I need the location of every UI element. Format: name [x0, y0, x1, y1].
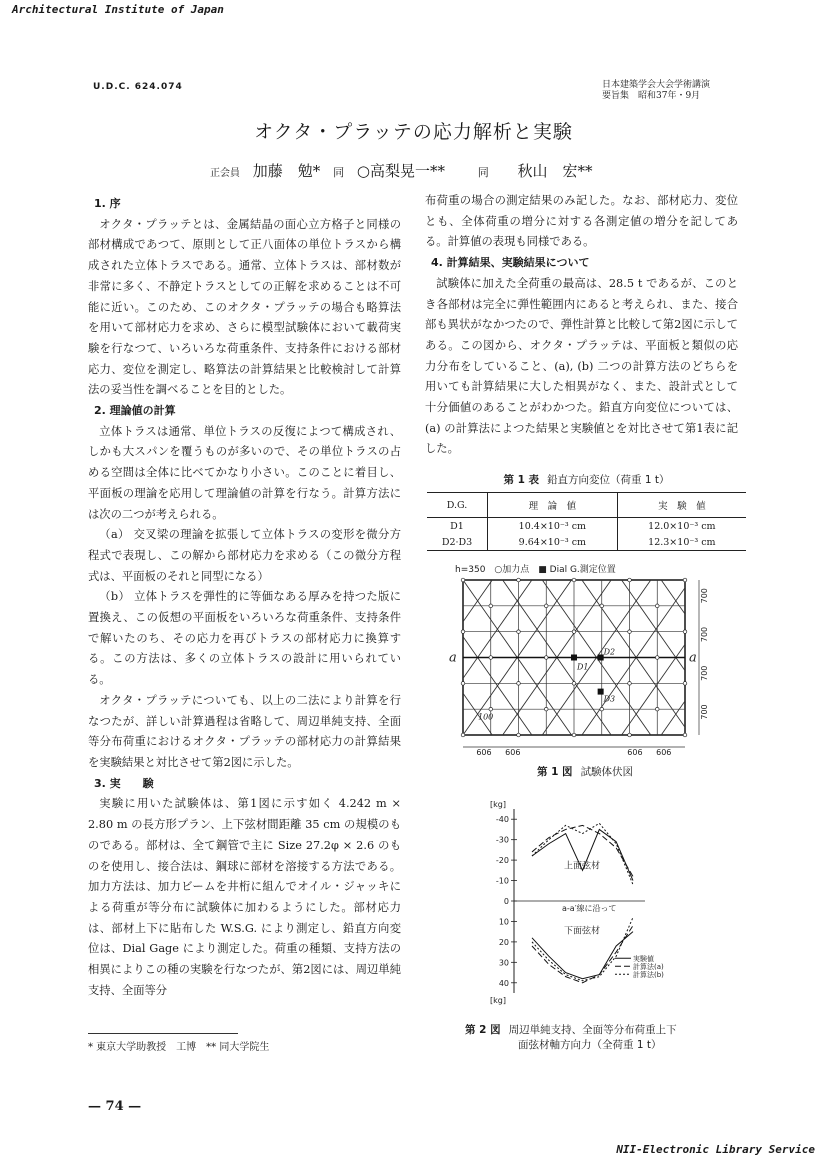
legend-label: 実験値 — [633, 955, 654, 964]
load-point — [655, 656, 659, 660]
y-tick-label: -30 — [495, 835, 509, 845]
plan-label: D1 — [577, 662, 589, 672]
table1-caption-number: 第 1 表 — [503, 474, 540, 486]
author-separator: 同 — [333, 166, 345, 179]
load-point — [628, 578, 632, 582]
figure-2-caption-line: 周辺単純支持、全面等分布荷重上下 — [508, 1024, 677, 1036]
conference-line: 要旨集 昭和37年・9月 — [602, 91, 701, 101]
table-cell: 10.4×10⁻³ cm — [488, 518, 618, 535]
load-point — [572, 578, 576, 582]
load-point — [517, 578, 521, 582]
table1-caption — [427, 472, 746, 487]
table-row — [427, 534, 746, 551]
paragraph: オクタ・プラッテについても、以上の二法により計算を行なつたが、詳しい計算過程は省略して、周辺単純支持、全面等分布荷重におけるオクタ・プラッテの部材応力の計算結果を実験結果と対比させて第2図に示した。 — [88, 693, 401, 769]
figure-2-caption-number: 第 2 図 — [465, 1024, 501, 1036]
author-role: 正会員 — [210, 168, 240, 179]
load-point — [628, 682, 632, 686]
paragraph: 試験体に加えた全荷重の最高は、28.5 t であるが、このとき各部材は完全に弾性範囲内にあると考えられ、また、接合部も異状がなかつたので、弾性計算と比較して第2図に示してある。この図から、オクタ・プラッテは、平面板と類似の応力分布をしていること、(a), (b) 二つの計算方法のどちらを用いても計算結果に大した相異がなく、また、設計式として十分価値のあることがわかつた。鉛直方向変位については、(a) の計算法によつた結果と実験値とを対比させて第1表に記した。 — [425, 276, 738, 456]
y-tick-label: 10 — [498, 917, 509, 927]
load-point — [655, 707, 659, 711]
series-line — [532, 829, 633, 880]
author-1: 加藤 勉* — [252, 162, 321, 180]
load-point — [572, 682, 576, 686]
load-point — [628, 630, 632, 634]
table1-caption-text: 鉛直方向変位（荷重 1 t） — [547, 474, 670, 486]
figure-1-caption-text: 試験体伏図 — [580, 766, 634, 778]
table-header-cell: D.G. — [427, 493, 488, 518]
udc-number: U.D.C. 624.074 — [93, 82, 183, 92]
y-tick-label: 30 — [498, 958, 509, 968]
dimension-label: 606 — [505, 748, 521, 757]
load-point — [544, 707, 548, 711]
figure-1-plan — [445, 558, 715, 758]
author-line — [210, 160, 593, 181]
load-point — [489, 656, 493, 660]
load-point — [544, 656, 548, 660]
paragraph: 実験に用いた試験体は、第1図に示す如く 4.242 m × 2.80 m の長方形プラン、上下弦材間距離 35 cm の規模のものである。部材は、全て鋼管で主に Size 27.2φ × 2.6 のものを使用し、接合法は、鋼球に部材を溶接する方法である。加力方法は、加力ビームを井桁に組んでオイル・ジャッキによる荷重が等分布に試験体に加わるようにした。部材応力は、部材上下に貼布した W.S.G. により測定し、鉛直方向変位は、Dial Gage により測定した。荷重の種類、支持方法の相異によりこの種の実験を行なつたが、第2図には、周辺単純支持、全面等分 — [88, 797, 401, 997]
load-point — [517, 630, 521, 634]
load-point — [600, 707, 604, 711]
footnote-rule — [88, 1033, 238, 1034]
header-text: Architectural Institute of Japan — [12, 3, 224, 16]
load-point — [572, 630, 576, 634]
section-heading: 2. 理論値の計算 — [94, 404, 176, 418]
footnote: * 東京大学助教授 工博 ** 同大学院生 — [88, 1042, 270, 1053]
load-point — [461, 682, 465, 686]
load-point — [683, 733, 687, 737]
load-point — [683, 578, 687, 582]
load-point — [517, 682, 521, 686]
load-point — [655, 604, 659, 608]
table-row — [427, 518, 746, 535]
truss-grid — [445, 578, 715, 757]
right-column — [425, 191, 738, 460]
y-tick-label: -20 — [495, 856, 509, 866]
left-column — [88, 194, 401, 1001]
dimension-label: 700 — [700, 704, 709, 720]
table-cell: 9.64×10⁻³ cm — [488, 534, 618, 551]
dimension-label: 700 — [700, 588, 709, 604]
table-1 — [427, 492, 746, 551]
upper-chord-label: 上面弦材 — [564, 861, 601, 872]
series-line — [532, 932, 633, 979]
load-point — [544, 604, 548, 608]
plan-label: 100 — [478, 712, 494, 722]
plan-label: a — [449, 650, 457, 666]
paragraph: 立体トラスは通常、単位トラスの反復によつて構成され、しかも大スパンを覆うものが多いので、その単位トラスの占める空間は全体に比べてかなり小さい。このことに着目し、平面板の理論を応用して理論値の計算を行なう。計算方法には次の二つが考えられる。 — [88, 424, 401, 521]
load-point — [489, 707, 493, 711]
section-heading: 4. 計算結果、実験結果について — [431, 256, 590, 270]
author-separator: 同 — [477, 166, 489, 179]
plan-label: D2 — [603, 647, 616, 657]
load-point — [600, 604, 604, 608]
y-tick-label: 20 — [498, 937, 509, 947]
legend-label: 計算法(a) — [633, 963, 664, 972]
page-number: — 74 — — [88, 1099, 142, 1114]
lower-chord-label: 下面弦材 — [564, 926, 601, 937]
y-tick-label: -40 — [495, 815, 509, 825]
dial-gauge-marker — [571, 655, 577, 661]
load-point — [489, 604, 493, 608]
load-point — [461, 630, 465, 634]
table-header-row — [427, 493, 746, 518]
dimension-label: 700 — [700, 665, 709, 681]
table-header-cell: 理 論 値 — [488, 493, 618, 518]
axis-caption: a-a′線に沿って — [562, 904, 617, 914]
section-heading: 3. 実 験 — [94, 776, 154, 790]
table-header-cell: 実 験 値 — [617, 493, 746, 518]
load-point — [683, 630, 687, 634]
conference-info — [602, 80, 727, 102]
series-line — [532, 823, 633, 884]
author-2: ○高梨晃一** — [356, 162, 445, 180]
author-3: 秋山 宏** — [517, 162, 593, 180]
figure-1-caption — [470, 764, 700, 779]
chart-lines — [532, 823, 633, 982]
load-point — [517, 733, 521, 737]
y-tick-label: 40 — [498, 978, 509, 988]
section-heading: 1. 序 — [94, 197, 121, 210]
footer-text: NII-Electronic Library Service — [616, 1143, 815, 1156]
paragraph: オクタ・プラッテとは、金属結晶の面心立方格子と同様の部材構成であつて、原則として正八面体の単位トラスから構成された立体トラスである。通常、立体トラスは、部材数が非常に多く、不静定トラスとしての正解を求めることは不可能に近い。このため、このオクタ・プラッテの場合も略算法を用いて部材応力を求め、さらに模型試験体において載荷実験を行なつて、いろいろな荷重条件、支持条件における部材応力、変位を測定し、略算法の計算結果と比較検討して計算法の妥当性を調べることを目的とした。 — [88, 217, 401, 397]
table-cell: 12.0×10⁻³ cm — [617, 518, 746, 535]
load-point — [461, 578, 465, 582]
load-point — [572, 733, 576, 737]
paragraph: （a） 交叉梁の理論を拡張して立体トラスの変形を微分方程式で表現し、この解から部材応力を求める（この微分方程式は、平面板のそれと同型になる） — [88, 528, 401, 583]
table-cell: D1 — [450, 520, 464, 532]
dimension-label: 606 — [476, 748, 492, 757]
y-tick-label: -10 — [495, 876, 509, 886]
table-cell: D2·D3 — [427, 534, 488, 551]
dimension-label: 606 — [627, 748, 643, 757]
figure-2-chart — [480, 795, 680, 1010]
dimension-label: 606 — [656, 748, 672, 757]
paragraph: （b） 立体トラスを弾性的に等価なある厚みを持つた版に置換え、この仮想の平面板をいろいろな荷重条件、支持条件で解いたのち、その応力を再びトラスの部材応力に換算する。この方法は、多くの立体トラスの設計に用いられている。 — [88, 590, 401, 687]
figure-2-caption — [465, 1022, 745, 1052]
figure-1-note: h=350 ○加力点 ■ Dial G.測定位置 — [455, 565, 616, 575]
load-point — [683, 682, 687, 686]
plan-label: a — [689, 650, 697, 666]
y-unit-label: [kg] — [490, 996, 506, 1005]
paper-title: オクタ・プラッテの応力解析と実験 — [254, 121, 573, 143]
dimension-label: 700 — [700, 626, 709, 643]
conference-line: 日本建築学会大会学術講演 — [602, 80, 711, 90]
chart-axis — [490, 800, 664, 1005]
legend-label: 計算法(b) — [633, 971, 664, 980]
paragraph: 布荷重の場合の測定結果のみ記した。なお、部材応力、変位とも、全体荷重の増分に対する各測定値の増分を記してある。計算値の表現も同様である。 — [425, 194, 738, 249]
plan-label: D3 — [603, 694, 616, 704]
figure-1-caption-number: 第 1 図 — [536, 766, 573, 778]
table-cell: 12.3×10⁻³ cm — [617, 534, 746, 551]
figure-2-caption-line: 面弦材軸方向力（全荷重 1 t） — [518, 1039, 662, 1051]
load-point — [461, 733, 465, 737]
y-tick-label: 0 — [503, 897, 509, 906]
y-unit-label: [kg] — [490, 800, 506, 809]
load-point — [628, 733, 632, 737]
